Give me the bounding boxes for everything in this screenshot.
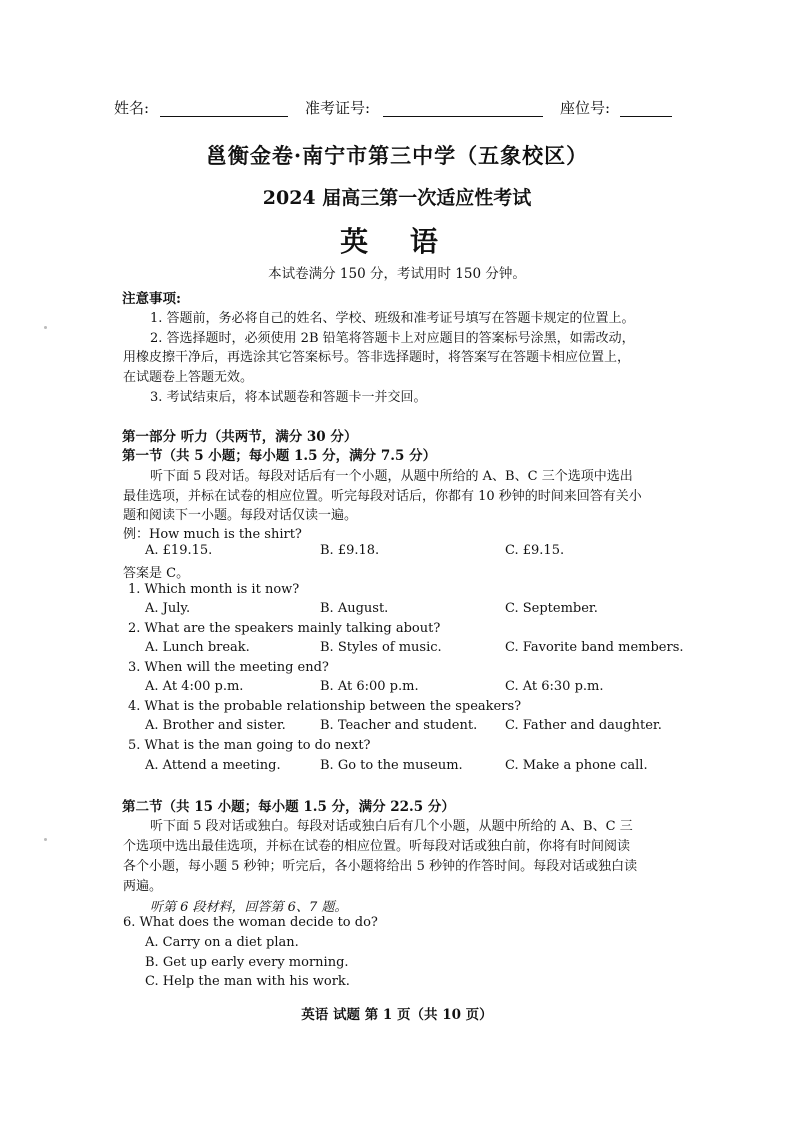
school-title: 邕衡金卷·南宁市第三中学（五象校区） — [205, 143, 589, 168]
section2-instruction-cont3: 两遍。 — [123, 879, 163, 894]
section1-instruction-cont2: 题和阅读下一小题。每段对话仅读一遍。 — [123, 508, 358, 523]
notice-item-1: 1. 答题前，务必将自己的姓名、学校、班级和准考证号填写在答题卡规定的位置上。 — [150, 311, 635, 326]
seat-blank[interactable] — [620, 116, 672, 117]
material-note: 听第 6 段材料，回答第 6、7 题。 — [150, 900, 348, 915]
question-option-a[interactable]: A. Lunch break. — [145, 640, 250, 655]
scan-speck — [44, 326, 47, 329]
question-option-a[interactable]: A. Brother and sister. — [145, 718, 286, 733]
page-footer: 英语 试题 第 1 页（共 10 页） — [301, 1007, 493, 1023]
scan-speck — [44, 838, 47, 841]
question-option-c[interactable]: C. Make a phone call. — [505, 758, 648, 773]
notice-heading: 注意事项: — [122, 291, 181, 307]
example-option-b: B. £9.18. — [320, 543, 380, 558]
question-text: 1. Which month is it now? — [128, 582, 300, 597]
notice-item-2-cont2: 在试题卷上答题无效。 — [123, 370, 254, 385]
question-option-a[interactable]: A. July. — [145, 601, 191, 616]
example-option-c: C. £9.15. — [505, 543, 565, 558]
section1-instruction-cont: 最佳选项，并标在试卷的相应位置。听完每段对话后，你都有 10 秒钟的时间来回答有关小 — [123, 489, 642, 504]
question-option-b[interactable]: B. August. — [320, 601, 389, 616]
section2-heading: 第二节（共 15 小题；每小题 1.5 分，满分 22.5 分） — [122, 799, 455, 815]
question-option-b[interactable]: B. At 6:00 p.m. — [320, 679, 419, 694]
score-time-note: 本试卷满分 150 分，考试用时 150 分钟。 — [268, 266, 526, 282]
section2-instruction: 听下面 5 段对话或独白。每段对话或独白后有几个小题，从题中所给的 A、B、C 三 — [150, 819, 633, 834]
question-text: 4. What is the probable relationship between the speakers? — [128, 699, 522, 714]
example-answer: 答案是 C。 — [123, 566, 190, 581]
question-text: 3. When will the meeting end? — [128, 660, 329, 675]
question-option-c[interactable]: C. Father and daughter. — [505, 718, 662, 733]
section2-instruction-cont: 个选项中选出最佳选项，并标在试卷的相应位置。听每段对话或独白前，你将有时间阅读 — [123, 839, 631, 854]
example-option-a: A. £19.15. — [145, 543, 213, 558]
question-option-c[interactable]: C. Help the man with his work. — [145, 974, 350, 989]
question-text: 6. What does the woman decide to do? — [123, 915, 378, 930]
name-blank[interactable] — [160, 116, 288, 117]
question-option-c[interactable]: C. Favorite band members. — [505, 640, 684, 655]
question-text: 2. What are the speakers mainly talking about? — [128, 621, 441, 636]
question-option-b[interactable]: B. Teacher and student. — [320, 718, 478, 733]
section1-instruction: 听下面 5 段对话。每段对话后有一个小题，从题中所给的 A、B、C 三个选项中选出 — [150, 469, 633, 484]
example-question: 例：How much is the shirt? — [123, 527, 302, 542]
part1-heading: 第一部分 听力（共两节，满分 30 分） — [122, 429, 358, 445]
question-option-a[interactable]: A. At 4:00 p.m. — [145, 679, 244, 694]
notice-item-2: 2. 答选择题时，必须使用 2B 铅笔将答题卡上对应题目的答案标号涂黑，如需改动， — [150, 331, 635, 346]
question-option-b[interactable]: B. Go to the museum. — [320, 758, 463, 773]
notice-item-2-cont: 用橡皮擦干净后，再选涂其它答案标号。答非选择题时，将答案写在答题卡相应位置上， — [123, 350, 631, 365]
exam-id-label: 准考证号: — [305, 99, 371, 117]
question-option-b[interactable]: B. Styles of music. — [320, 640, 442, 655]
question-option-c[interactable]: C. At 6:30 p.m. — [505, 679, 604, 694]
name-label: 姓名: — [114, 99, 150, 117]
question-text: 5. What is the man going to do next? — [128, 738, 371, 753]
question-option-c[interactable]: C. September. — [505, 601, 598, 616]
question-option-a[interactable]: A. Carry on a diet plan. — [145, 935, 299, 950]
seat-label: 座位号: — [560, 99, 611, 117]
question-option-b[interactable]: B. Get up early every morning. — [145, 955, 349, 970]
notice-item-3: 3. 考试结束后，将本试题卷和答题卡一并交回。 — [150, 390, 427, 405]
section2-instruction-cont2: 各个小题，每小题 5 秒钟；听完后，各小题将给出 5 秒钟的作答时间。每段对话或独白读 — [123, 859, 638, 874]
subject-title: 英 语 — [340, 225, 454, 258]
section1-heading: 第一节（共 5 小题；每小题 1.5 分，满分 7.5 分） — [122, 448, 437, 464]
exam-id-blank[interactable] — [383, 116, 543, 117]
exam-title: 2024 届高三第一次适应性考试 — [262, 187, 532, 209]
question-option-a[interactable]: A. Attend a meeting. — [145, 758, 281, 773]
